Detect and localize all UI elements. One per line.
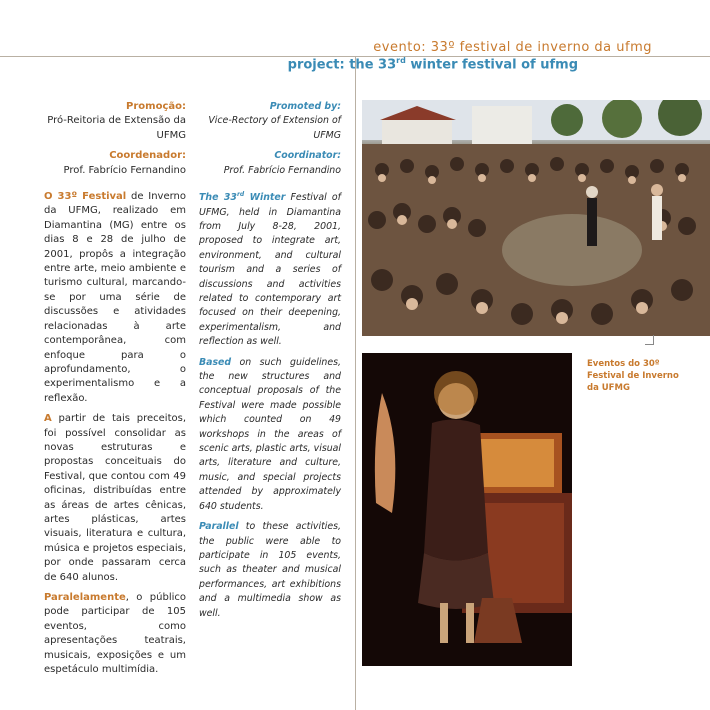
p1-text-en: Festival of UFMG, held in Diamantina from July 8-28, 2001, proposed to integrate art, environment, and cultural tourism and a series of discussions and activities related to contemporary art focused on their deepening, experimentalism, and reflection as well. [199,192,341,348]
portuguese-column [44,100,186,683]
p2-highlight-en: Based [199,356,232,368]
title-en-sup: rd [396,56,406,65]
p1-highlight-en [199,192,285,203]
p2-highlight-pt: A [44,413,52,425]
paragraph-3-pt [44,591,186,677]
title-en-pre: project: the 33 [287,57,397,73]
title-en-post: winter festival of ufmg [405,57,578,73]
performer-photo-art [362,353,572,666]
p3-highlight-en: Parallel [199,521,239,533]
photo-caption: Eventos do 30º Festival de Inverno da UFMG [587,359,679,393]
crowd-photo-art [362,100,710,336]
paragraph-1-en [199,188,341,350]
promo-label-pt: Promoção: [126,101,186,112]
paragraph-1-pt [44,190,186,406]
coord-value-pt: Prof. Fabrício Fernandino [63,164,186,176]
p2-text-en: on such guidelines, the new structures and conceptual proposals of the Festival were made possible which counted on 49 workshops in the areas of scenic arts, plastic arts, visual arts, literature and culture, music, and special projects attended by approximately 640 students. [199,356,341,512]
p1-hl-post-en: Winter [244,192,286,204]
p3-text-pt: , o público pode participar de 105 eventos, como apresentações teatrais, musicais, exposições e um espetáculo multimídia. [44,592,186,676]
crowd-photo [362,100,710,336]
p3-highlight-pt: Paralelamente [44,592,126,603]
paragraph-2-pt [44,412,186,585]
p1-hl-sup-en: rd [236,191,245,199]
caption-rule-horizontal [645,344,654,345]
column-divider [355,56,356,710]
promo-value-pt: Pró-Reitoria de Extensão da UFMG [47,115,186,141]
paragraph-2-en [199,356,341,514]
paragraph-3-en [199,520,341,621]
promo-label-en: Promoted by: [269,101,341,112]
title-english [288,56,578,72]
p1-text-pt: de Inverno da UFMG, realizado em Diamantina (MG) entre os dias 8 e 28 de julho de 2001, propôs a integração entre arte, meio ambiente e turismo cultural, marcando-se por uma série de discussões e atividades relacionadas à arte contemporânea, com enfoque para o aprofundamento, o experimentalismo e a reflexão. [44,191,186,404]
p1-highlight-pt: O 33º Festival [44,191,127,203]
coord-value-en: Prof. Fabrício Fernandino [223,164,341,176]
title-portuguese: evento: 33º festival de inverno da ufmg [373,40,652,55]
p2-text-pt: partir de tais preceitos, foi possível consolidar as novas estruturas e propostas conceituais do Festival, que contou com 49 oficinas, distribuídas entre as áreas de artes cênicas, artes plásticas, artes visuais, literatura e cultura, música e projetos especiais, por onde passaram cerca de 640 alunos. [44,413,186,583]
coord-label-en: Coordinator: [274,150,341,162]
p1-hl-pre-en: The 33 [199,192,237,204]
promo-value-en: Vice-Rectory of Extension of UFMG [208,115,341,141]
english-column [199,100,341,627]
performer-photo [362,353,572,666]
coord-label-pt: Coordenador: [109,150,186,162]
p3-text-en: to these activities, the public were able to participate in 105 events, such as theater and musical performances, art exhibitions and a multimedia show as well. [199,521,341,619]
